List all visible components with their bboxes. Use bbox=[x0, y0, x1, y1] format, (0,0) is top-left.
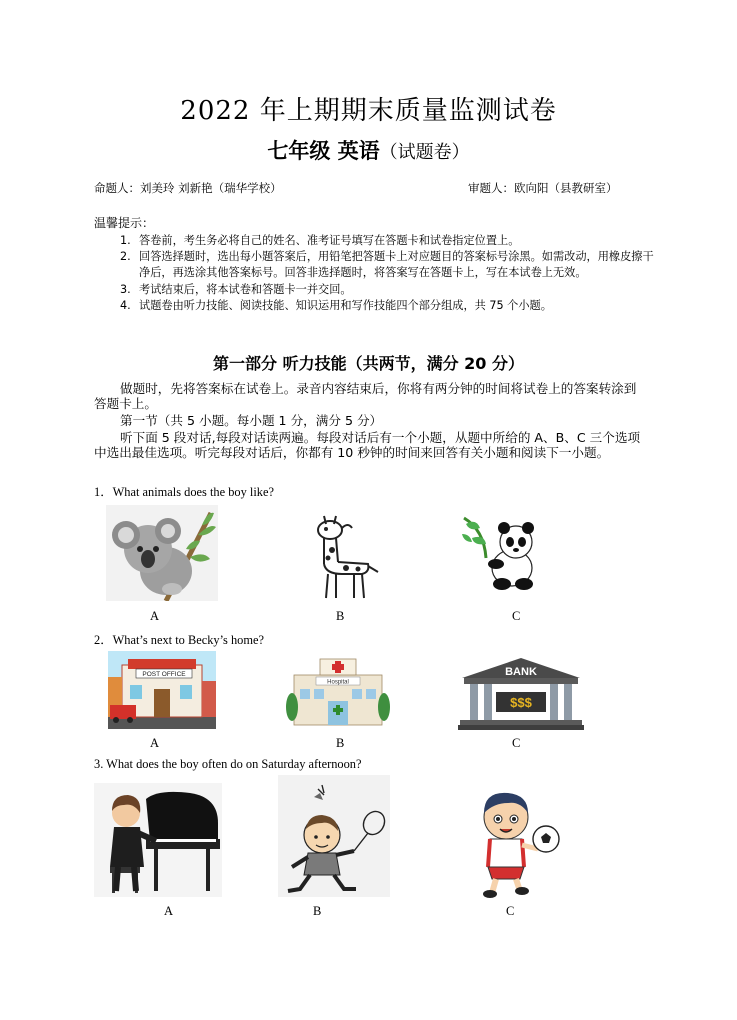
tip-item bbox=[120, 233, 660, 249]
q1-option-c: C bbox=[512, 609, 521, 623]
tips-heading: 温馨提示： bbox=[94, 216, 155, 230]
q3-option-b: B bbox=[313, 904, 322, 918]
bank-picture bbox=[458, 656, 584, 730]
q2-option-a: A bbox=[150, 736, 160, 750]
part1-intro: 做题时，先将答案标在试卷上。录音内容结束后，你将有两分钟的时间将试卷上的答案转涂到答题卡上。 bbox=[94, 381, 637, 411]
badminton-player-picture bbox=[278, 775, 390, 897]
piano-player-picture bbox=[94, 783, 222, 897]
giraffe-picture bbox=[302, 512, 380, 602]
tip-item bbox=[120, 298, 660, 314]
subtitle-paren: （试题卷） bbox=[379, 142, 470, 163]
reviewer-line: 审题人：欧向阳（县教研室） bbox=[468, 181, 618, 195]
question-1: 1．What animals does the boy like? bbox=[94, 485, 274, 499]
tip-text: 回答选择题时，选出每小题答案后，用铅笔把答题卡上对应题目的答案标号涂黑。如需改动，用橡皮擦干净后，再选涂其他答案标号。回答非选择题时，将答案写在答题卡上，写在本试卷上无效。 bbox=[139, 250, 654, 280]
q2-option-c: C bbox=[512, 736, 521, 750]
tip-text: 考试结束后，将本试卷和答题卡一并交回。 bbox=[139, 282, 352, 296]
q1-option-b: B bbox=[336, 609, 345, 623]
tip-item bbox=[120, 282, 660, 298]
post-office-picture bbox=[108, 651, 216, 729]
hospital-picture bbox=[286, 655, 390, 729]
q3-option-c: C bbox=[506, 904, 515, 918]
bank-sign: BANK bbox=[505, 666, 537, 678]
koala-picture bbox=[106, 505, 218, 601]
post-office-sign: POST OFFICE bbox=[142, 671, 186, 678]
question-3: 3. What does the boy often do on Saturday afternoon? bbox=[94, 757, 362, 771]
question-2: 2．What’s next to Becky’s home? bbox=[94, 633, 264, 647]
section1-intro: 听下面 5 段对话,每段对话读两遍。每段对话后有一个小题，从题中所给的 A、B、C 三个选项中选出最佳选项。听完每段对话后，你都有 10 秒钟的时间来回答有关小题和阅读下一小题。 bbox=[94, 430, 641, 460]
q2-option-b: B bbox=[336, 736, 345, 750]
soccer-player-picture bbox=[462, 783, 570, 899]
part1-heading: 第一部分 听力技能（共两节，满分 20 分） bbox=[213, 354, 524, 373]
tip-text: 答卷前，考生务必将自己的姓名、准考证号填写在答题卡和试卷指定位置上。 bbox=[139, 234, 520, 247]
bank-dollar-signs: $$$ bbox=[510, 695, 532, 710]
tips-list bbox=[120, 233, 660, 314]
panda-picture bbox=[460, 512, 546, 592]
exam-subtitle bbox=[0, 135, 737, 165]
exam-title: 2022 年上期期末质量监测试卷 bbox=[180, 96, 557, 126]
section1-label: 第一节（共 5 小题。每小题 1 分，满分 5 分） bbox=[120, 413, 383, 428]
hospital-sign: Hospital bbox=[327, 679, 349, 686]
tip-item bbox=[120, 249, 660, 281]
authors-line: 命题人：刘美玲 刘新艳（瑞华学校） bbox=[94, 181, 282, 195]
tip-number: 1. bbox=[120, 234, 131, 247]
q3-option-a: A bbox=[164, 904, 174, 918]
tip-text: 试题卷由听力技能、阅读技能、知识运用和写作技能四个部分组成，共 75 个小题。 bbox=[139, 298, 552, 312]
tip-number: 2. bbox=[120, 250, 131, 264]
subtitle-main: 七年级 英语 bbox=[267, 138, 380, 163]
q1-option-a: A bbox=[150, 609, 160, 623]
tip-number: 4. bbox=[120, 298, 131, 312]
tip-number: 3. bbox=[120, 282, 131, 296]
